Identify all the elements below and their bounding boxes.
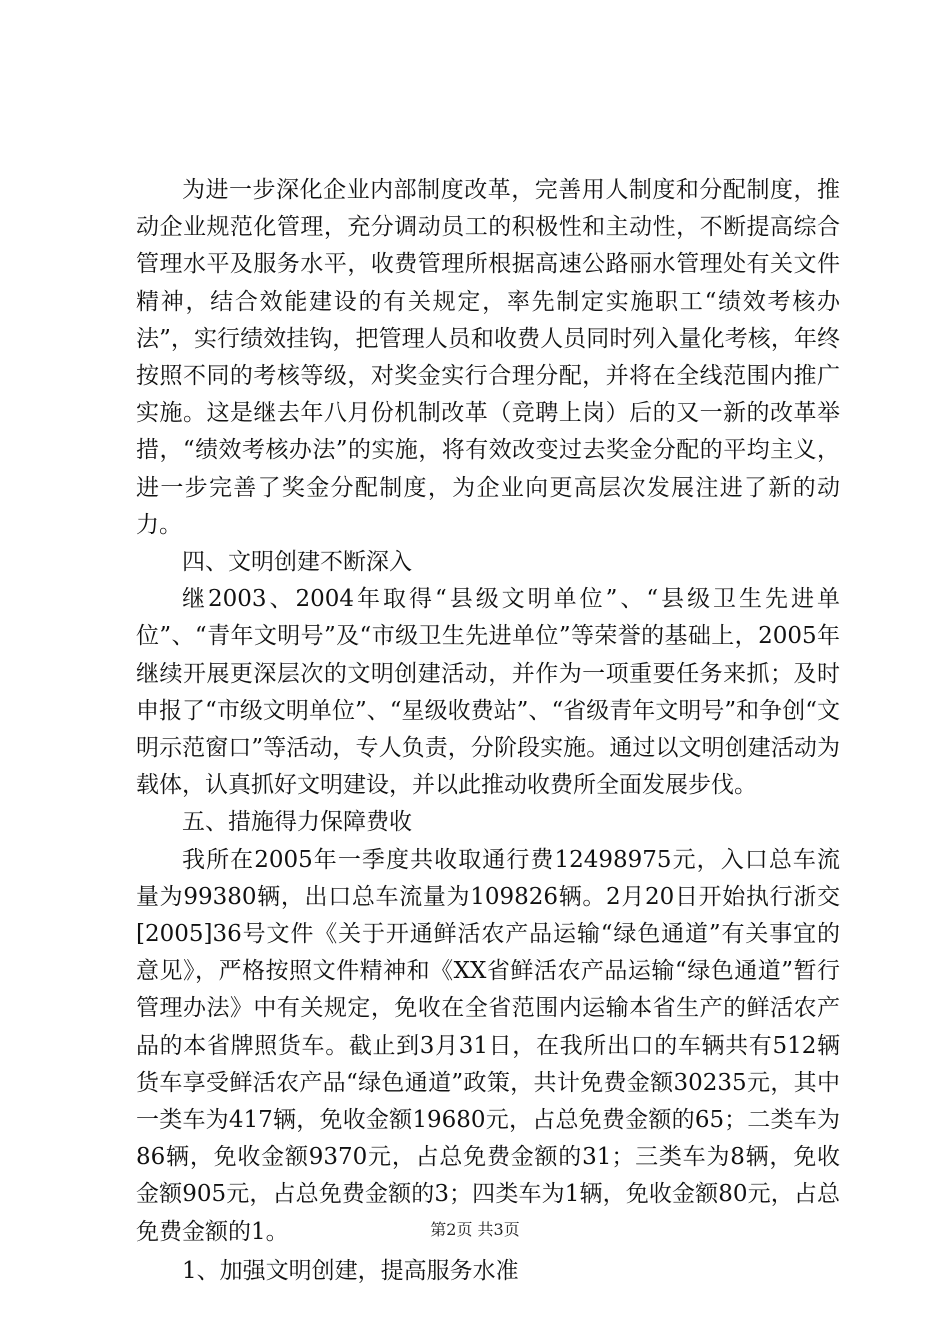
page-footer: 第2页 共3页 [430,1220,520,1239]
section-heading-civilization: 四、文明创建不断深入 [182,549,412,576]
document-body [136,172,840,1290]
subsection-heading-service: 1、加强文明创建，提高服务水准 [182,1257,519,1284]
paragraph-performance-reform: 为进一步深化企业内部制度改革，完善用人制度和分配制度，推动企业规范化管理，充分调动员工的积极性和主动性，不断提高综合管理水平及服务水平，收费管理所根据高速公路丽水管理处有关文件精神，结合效能建设的有关规定，率先制定实施职工“绩效考核办法”，实行绩效挂钩，把管理人员和收费人员同时列入量化考核，年终按照不同的考核等级，对奖金实行合理分配，并将在全线范围内推广实施。这是继去年八月份机制改革（竞聘上岗）后的又一新的改革举措，“绩效考核办法”的实施，将有效改变过去奖金分配的平均主义，进一步完善了奖金分配制度，为企业向更高层次发展注进了新的动力。 [136,177,840,538]
paragraph-civilization: 继2003、2004年取得“县级文明单位”、“县级卫生先进单位”、“青年文明号”及“市级卫生先进单位”等荣誉的基础上，2005年继续开展更深层次的文明创建活动，并作为一项重要任务来抓；及时申报了“市级文明单位”、“星级收费站”、“省级青年文明号”和争创“文明示范窗口”等活动，专人负责，分阶段实施。通过以文明创建活动为载体，认真抓好文明建设，并以此推动收费所全面发展步伐。 [136,586,840,799]
section-heading-toll-measures: 五、措施得力保障费收 [182,809,412,836]
paragraph-toll-statistics: 我所在2005年一季度共收取通行费12498975元，入口总车流量为99380辆，出口总车流量为109826辆。2月20日开始执行浙交[2005]36号文件《关于开通鲜活农产品运输“绿色通道”有关事宜的意见》，严格按照文件精神和《XX省鲜活农产品运输“绿色通道”暂行管理办法》中有关规定，免收在全省范围内运输本省生产的鲜活农产品的本省牌照货车。截止到3月31日，在我所出口的车辆共有512辆货车享受鲜活农产品“绿色通道”政策，共计免费金额30235元，其中一类车为417辆，免收金额19680元，占总免费金额的65；二类车为86辆，免收金额9370元，占总免费金额的31；三类车为8辆，免收金额905元，占总免费金额的3；四类车为1辆，免收金额80元，占总免费金额的1。 [136,846,840,1245]
